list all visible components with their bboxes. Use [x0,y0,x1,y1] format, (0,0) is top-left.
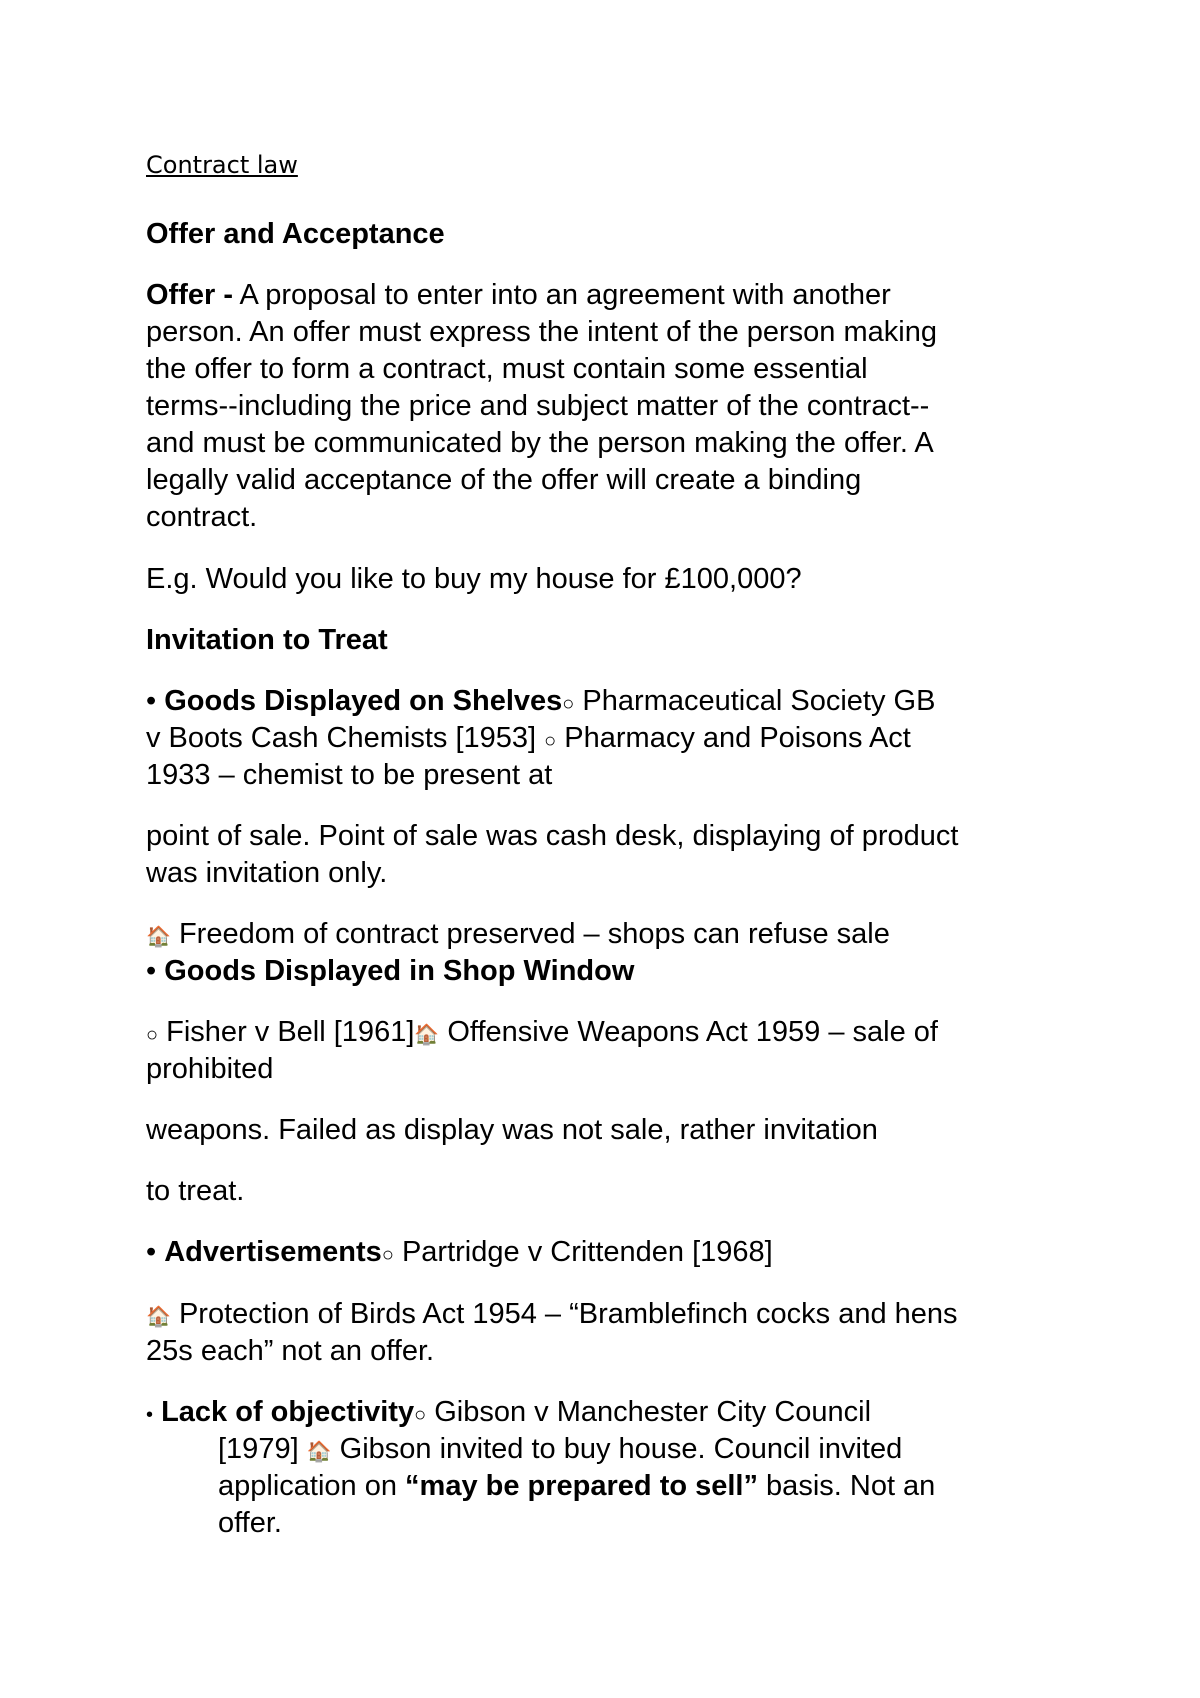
sub-bullet-icon: ○ [562,693,575,715]
shelves-note: 🏠 Freedom of contract preserved – shops can refuse sale [146,916,890,956]
house-marker-icon: 🏠 [306,1441,332,1463]
offer-line-7: contract. [146,501,258,533]
offer-term: Offer - [146,279,233,311]
offer-line-6: legally valid acceptance of the offer will create a binding [146,464,862,496]
ads-note-line-1: 🏠 Protection of Birds Act 1954 – “Bramblefinch cocks and hens [146,1296,958,1336]
ads-line-1: • Advertisements○ Partridge v Crittenden [1968] [146,1236,773,1268]
section-heading: Offer and Acceptance [146,218,445,250]
bullet-icon: • [146,1404,154,1426]
window-line-1 [146,953,634,990]
bullet-icon: • [146,955,157,987]
ads-title: Advertisements [164,1236,382,1268]
offer-line-1: Offer - A proposal to enter into an agreement with another [146,279,891,311]
shelves-line-2: v Boots Cash Chemists [1953] ○ Pharmacy and Poisons Act [146,722,911,754]
shelves-title: Goods Displayed on Shelves [164,685,563,717]
sub-bullet-icon: ○ [414,1404,427,1426]
sub-bullet-icon: ○ [146,1024,159,1046]
bullet-icon: • [146,685,157,717]
offer-line-4: terms--including the price and subject matter of the contract-- [146,390,930,422]
objectivity-line-1: • Lack of objectivity○ Gibson v Manchester City Council [146,1396,872,1428]
bullet-icon: • [146,1236,157,1268]
house-marker-icon: 🏠 [146,926,171,948]
window-line-4: to treat. [146,1175,245,1207]
offer-line-3: the offer to form a contract, must contain some essential [146,353,868,385]
sub-bullet-icon: ○ [381,1244,394,1266]
window-line-3: weapons. Failed as display was not sale, rather invitation [146,1114,878,1146]
sub-bullet-icon: ○ [544,730,557,752]
document-title: Contract law [146,151,298,179]
shelves-line-3: 1933 – chemist to be present at [146,759,553,791]
ads-note-line-2: 25s each” not an offer. [146,1335,435,1367]
offer-line-5: and must be communicated by the person making the offer. A [146,427,934,459]
objectivity-line-4: offer. [218,1507,282,1539]
house-marker-icon: 🏠 [414,1024,440,1046]
objectivity-line-2: [1979] 🏠 Gibson invited to buy house. Council invited [218,1431,902,1471]
objectivity-title: Lack of objectivity [161,1396,415,1428]
shelves-para-1: point of sale. Point of sale was cash desk, displaying of product [146,820,959,852]
objectivity-line-3: application on “may be prepared to sell” basis. Not an [218,1470,936,1502]
shelves-line-1: • Goods Displayed on Shelves○ Pharmaceutical Society GB [146,685,936,717]
house-marker-icon: 🏠 [146,1306,171,1328]
window-line-2: prohibited [146,1053,274,1085]
offer-line-2: person. An offer must express the intent of the person making [146,316,937,348]
window-title: Goods Displayed in Shop Window [164,955,635,987]
offer-example: E.g. Would you like to buy my house for £100,000? [146,563,802,595]
window-case-line: ○ Fisher v Bell [1961]🏠 Offensive Weapons Act 1959 – sale of [146,1014,938,1054]
shelves-para-2: was invitation only. [146,857,388,889]
invitation-heading: Invitation to Treat [146,624,388,656]
